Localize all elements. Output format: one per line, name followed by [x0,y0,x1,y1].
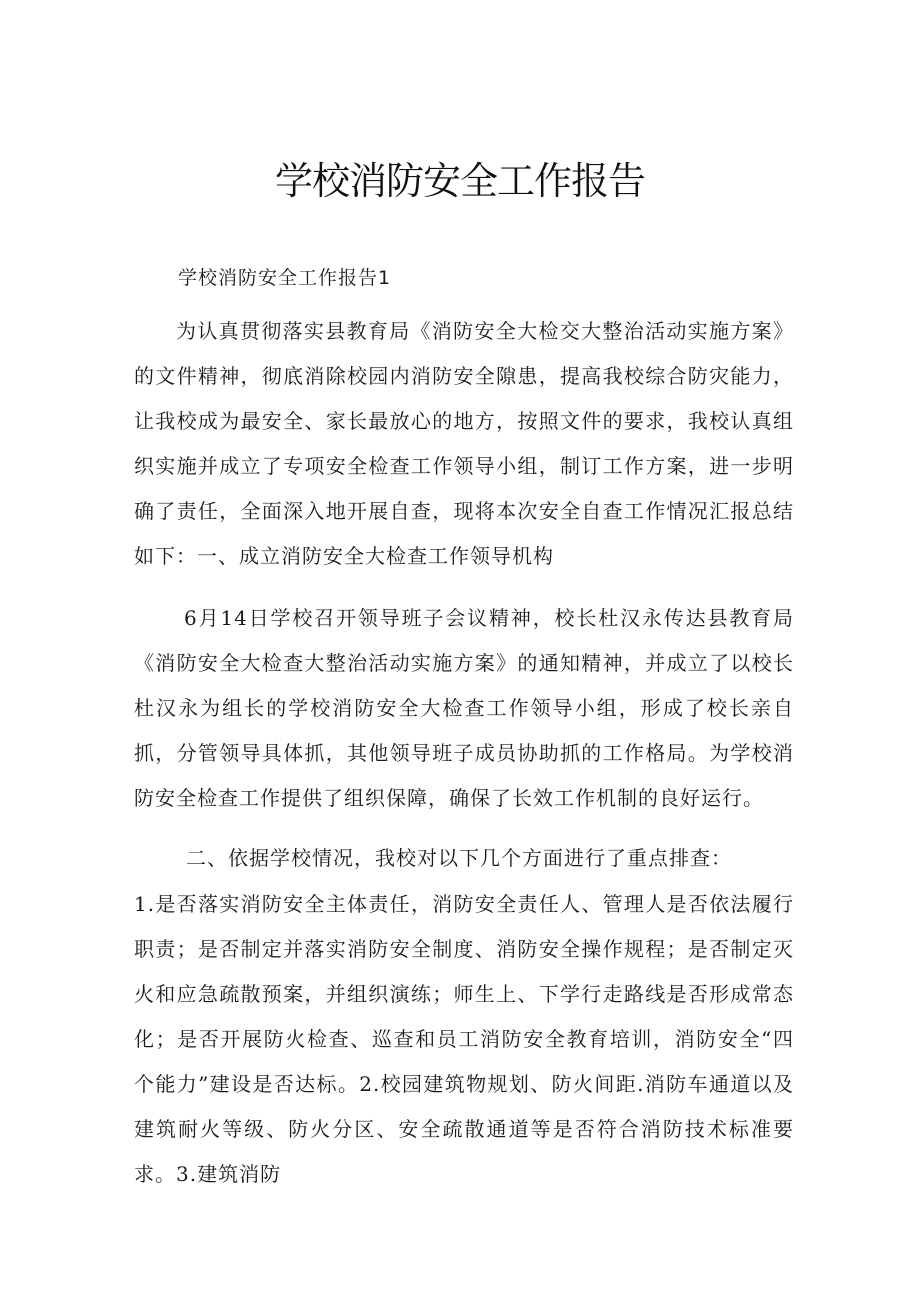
paragraph-meeting: 6月14日学校召开领导班子会议精神，校长杜汉永传达县教育局《消防安全大检查大整治活动实施方案》的通知精神，并成立了以校长杜汉永为组长的学校消防安全大检查工作领导小组，形成了校长亲自抓，分管领导具体抓，其他领导班子成员协助抓的工作格局。为学校消防安全检查工作提供了组织保障，确保了长效工作机制的良好运行。 [134,606,794,810]
paragraph-checklist: 1.是否落实消防安全主体责任，消防安全责任人、管理人是否依法履行职责；是否制定并落实消防安全制度、消防安全操作规程；是否制定灭火和应急疏散预案，并组织演练；师生上、下学行走路线是否形成常态化；是否开展防火检查、巡查和员工消防安全教育培训，消防安全“四个能力”建设是否达标。2.校园建筑物规划、防火间距.消防车通道以及建筑耐火等级、防火分区、安全疏散通道等是否符合消防技术标准要求。3.建筑消防 [134,892,794,1186]
document-subtitle: 学校消防安全工作报告1 [178,267,392,289]
document-title: 学校消防安全工作报告 [274,159,645,203]
paragraph-section-two-heading: 二、依据学校情况，我校对以下几个方面进行了重点排查： [186,846,732,870]
paragraph-intro: 为认真贯彻落实县教育局《消防安全大检交大整治活动实施方案》的文件精神，彻底消除校园内消防安全隙患，提高我校综合防灾能力，让我校成为最安全、家长最放心的地方，按照文件的要求，我校认真组织实施并成立了专项安全检查工作领导小组，制订工作方案，进一步明确了责任，全面深入地开展自查，现将本次安全自查工作情况汇报总结如下：一、成立消防安全大检查工作领导机构 [134,319,794,568]
